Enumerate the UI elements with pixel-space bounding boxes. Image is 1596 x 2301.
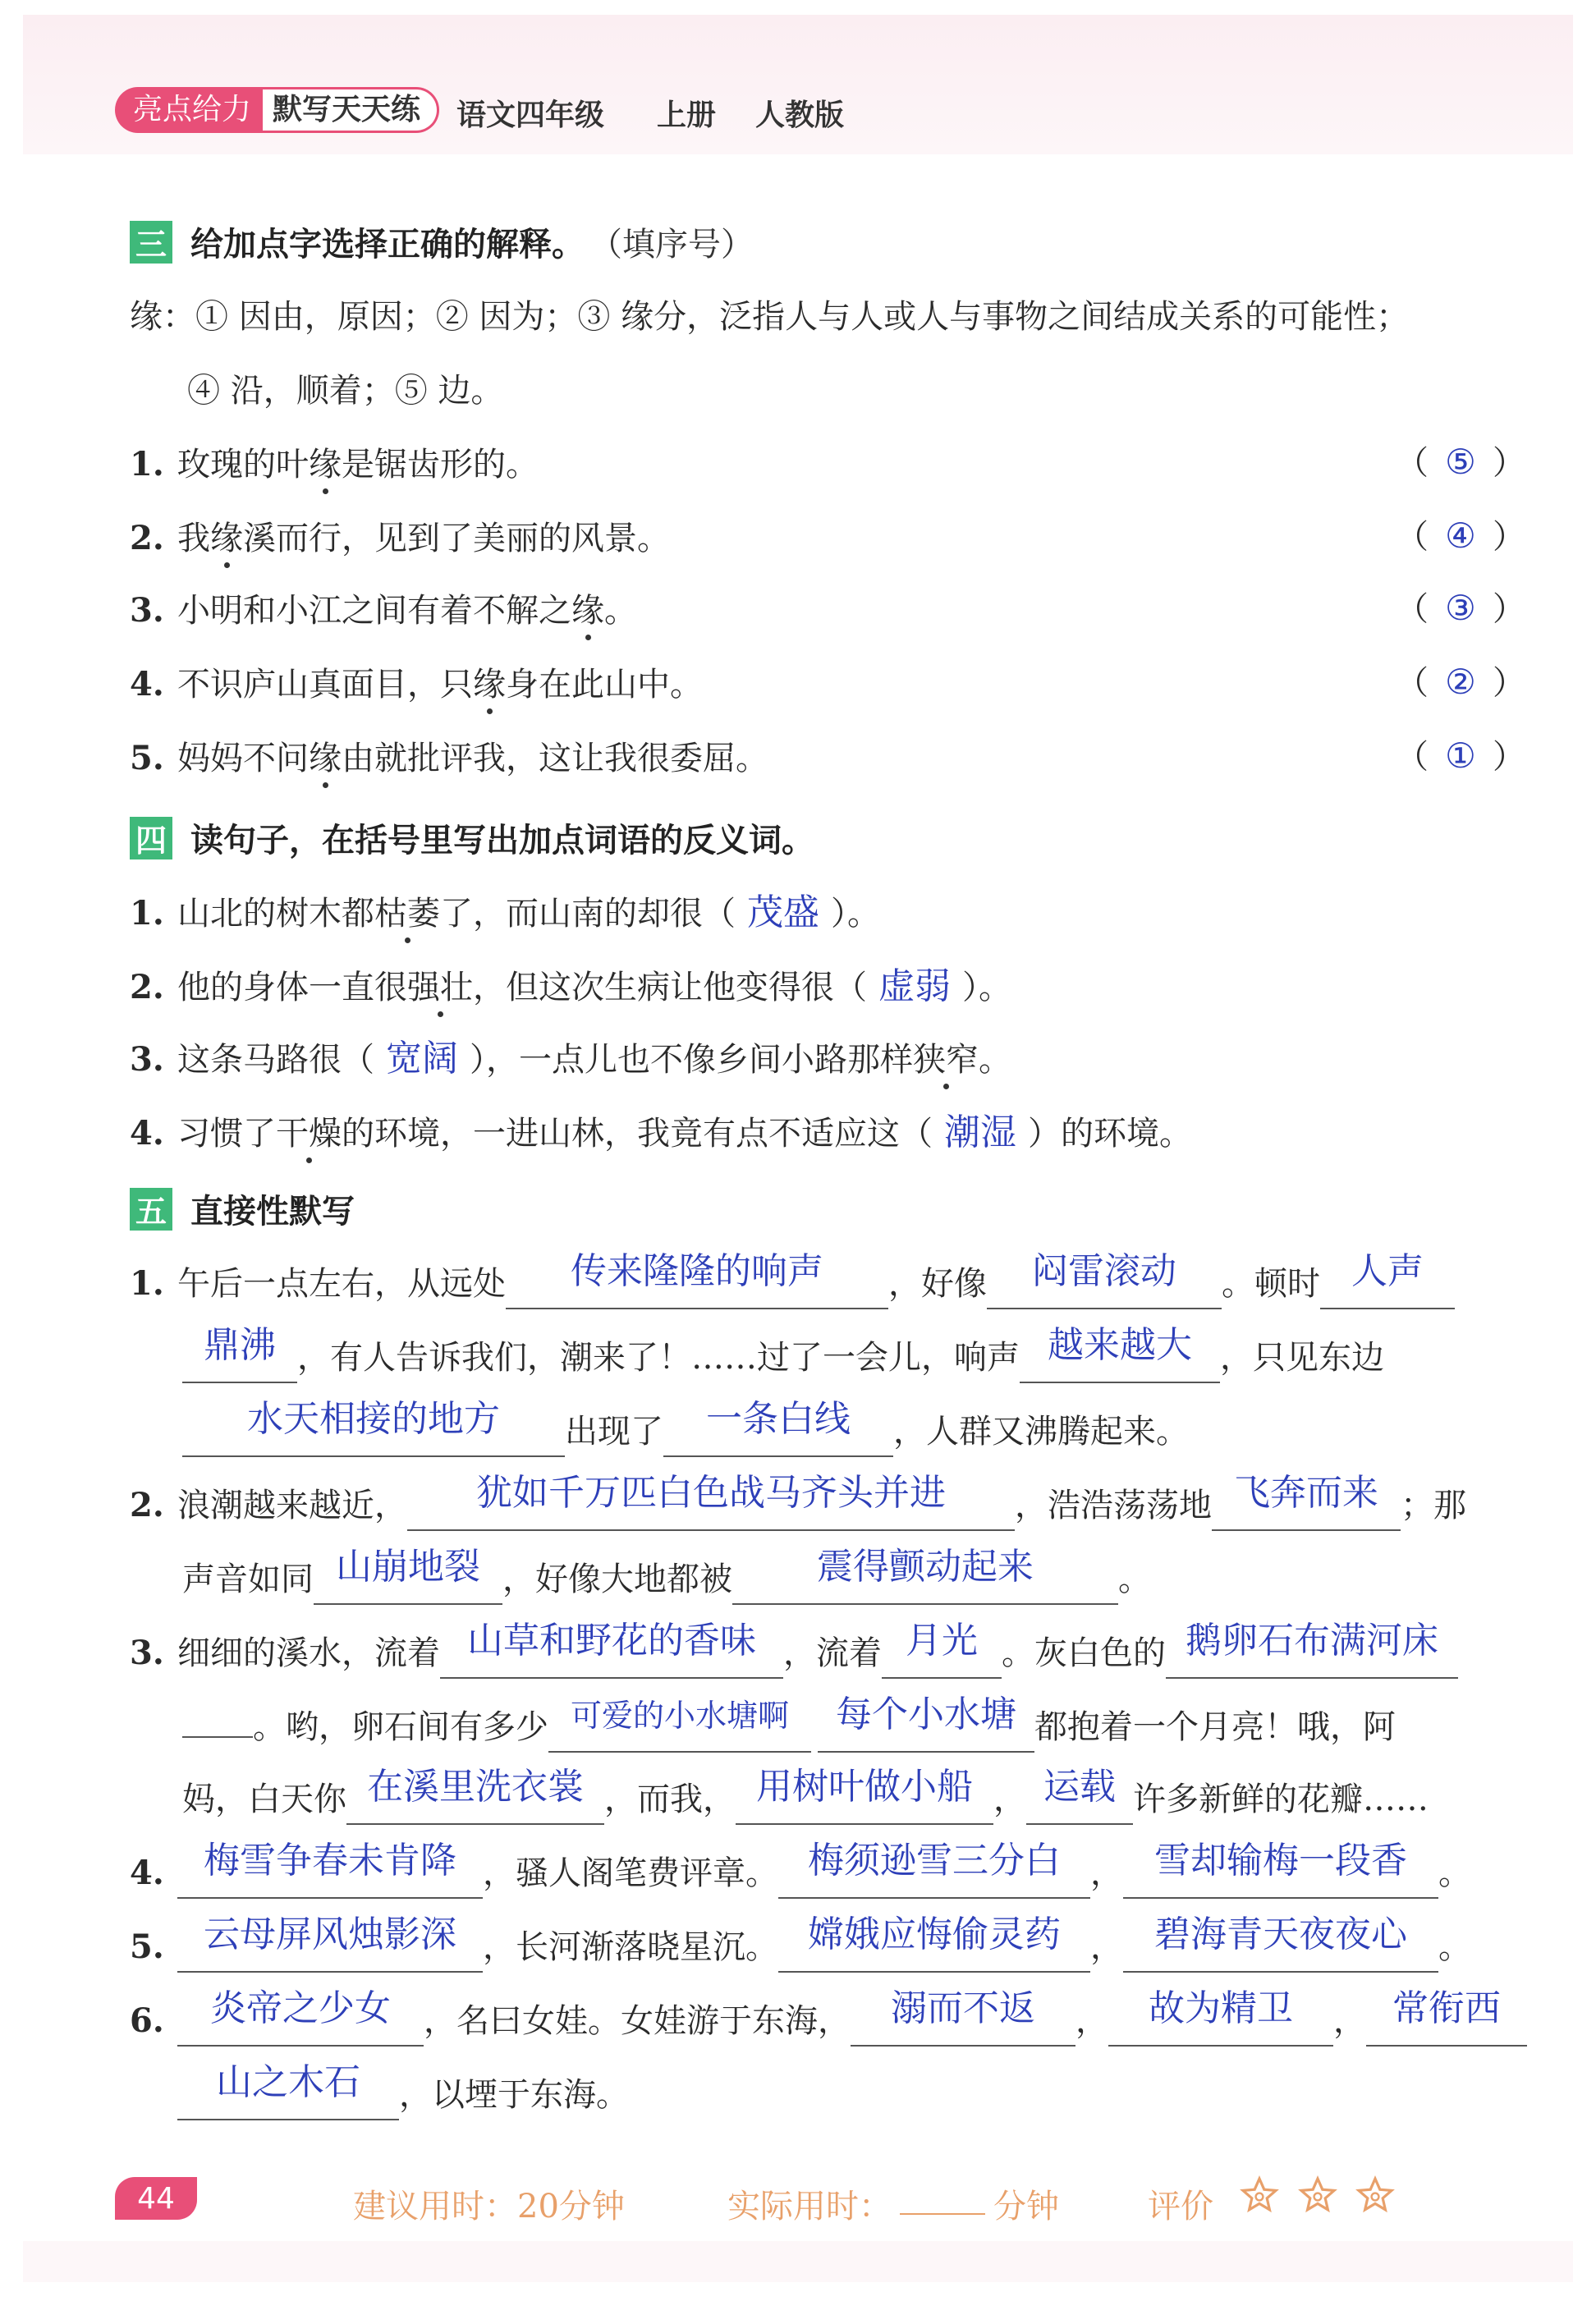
- edition: 人教版: [755, 99, 845, 132]
- item-text: ，: [1333, 2002, 1366, 2040]
- handwritten-answer: 运载: [1043, 1766, 1116, 1808]
- question-item: [130, 660, 703, 709]
- item-number: 4.: [130, 1114, 164, 1153]
- item-number: 2.: [130, 968, 164, 1006]
- handwritten-answer: 月光: [906, 1620, 978, 1662]
- dotted-word: 干燥: [276, 1109, 342, 1158]
- item-number: 6.: [130, 2001, 164, 2040]
- answer-blank: [851, 1987, 1075, 2047]
- handwritten-answer: 山崩地裂: [336, 1546, 480, 1588]
- handwritten-answer: 用树叶做小船: [756, 1766, 973, 1808]
- suggested-time: 建议用时：20分钟: [353, 2188, 625, 2225]
- item-number: 5.: [130, 1927, 164, 1966]
- item-text: ，: [1090, 1928, 1123, 1966]
- volume: 上册: [657, 99, 717, 132]
- answer-blank: [506, 1250, 888, 1309]
- item-number: 3.: [130, 1040, 164, 1079]
- handwritten-answer: 犹如千万匹白色战马齐头并进: [476, 1472, 946, 1514]
- item-text: 。: [979, 1041, 1011, 1079]
- answer-blank: [182, 1736, 253, 1738]
- rating-stars: [1231, 2174, 1395, 2215]
- item-text: ，只见东边: [1220, 1339, 1384, 1377]
- item-text: 。: [1438, 1928, 1471, 1966]
- handwritten-answer: 常衔西: [1392, 1987, 1501, 2029]
- item-text: ，骚人阁笔费评章。: [483, 1854, 778, 1892]
- star-icon[interactable]: [1240, 2175, 1279, 2215]
- item-text: ）。: [962, 969, 1011, 1006]
- item-text: 妈，白天你: [182, 1781, 346, 1818]
- item-text: 。灰白色的: [1002, 1634, 1166, 1672]
- item-text: 细细的溪水，流着: [177, 1634, 440, 1672]
- item-text: ，流着: [783, 1634, 882, 1672]
- handwritten-answer: 宽阔: [386, 1038, 458, 1079]
- recitation-line: [182, 1766, 1429, 1825]
- recitation-line: [130, 1620, 1458, 1679]
- recitation-line: [182, 1398, 1189, 1457]
- answer-blank: [1166, 1620, 1458, 1679]
- dotted-char: 缘: [571, 586, 604, 635]
- item-text: 。哟，卵石间有多少: [253, 1708, 548, 1746]
- item-text: ，: [993, 1781, 1026, 1818]
- item-text: 。顿时: [1222, 1265, 1320, 1303]
- answer-blank: [818, 1694, 1034, 1753]
- item-text: 不识庐山真面目，只: [177, 666, 473, 704]
- section-title: 给加点字选择正确的解释。: [190, 226, 585, 264]
- item-text: 这条马路很（: [177, 1041, 374, 1079]
- answer-blank: [548, 1698, 811, 1753]
- dotted-word: 强壮: [407, 963, 473, 1012]
- answer-blank: [177, 1914, 483, 1973]
- item-text: ，: [1090, 1854, 1123, 1892]
- dotted-char: 缘: [309, 440, 342, 489]
- answer-blank: [346, 1766, 604, 1825]
- answer-blank: [440, 1620, 783, 1679]
- page-number: 44: [115, 2177, 197, 2220]
- section-5-heading: [130, 1185, 355, 1232]
- item-text: 溪而行，见到了美丽的风景。: [243, 520, 670, 557]
- item-text: ，而我，: [604, 1781, 736, 1818]
- question-item: [130, 440, 539, 489]
- section-badge: 五: [130, 1188, 172, 1231]
- item-text: ，但这次生病让他变得很（: [473, 969, 867, 1006]
- item-text: ，好像大地都被: [502, 1561, 732, 1598]
- item-text: ，好像: [888, 1265, 987, 1303]
- item-text: 山北的树木都: [177, 895, 374, 933]
- item-text: 的环境，一进山林，我竟有点不适应这（: [342, 1115, 933, 1153]
- recitation-line: [177, 2061, 629, 2120]
- answer-blank: [182, 1324, 297, 1383]
- item-text: 身在此山中。: [506, 666, 703, 704]
- item-text: ；那: [1401, 1487, 1466, 1524]
- recitation-line: [182, 1324, 1384, 1383]
- item-text: 小明和小江之间有着不解之: [177, 592, 571, 630]
- subject-grade: 语文四年级: [456, 99, 605, 132]
- question-item: [130, 586, 637, 635]
- handwritten-answer: 震得颤动起来: [817, 1546, 1034, 1588]
- handwritten-answer: 梅须逊雪三分白: [808, 1840, 1061, 1882]
- handwritten-answer: ①: [1445, 736, 1476, 776]
- answer-blank: [407, 1472, 1015, 1531]
- section-badge: 三: [130, 221, 172, 264]
- dotted-char: 缘: [210, 514, 243, 563]
- handwritten-answer: 传来隆隆的响声: [571, 1250, 823, 1292]
- item-text: ，长河渐落晓星沉。: [483, 1928, 778, 1966]
- handwritten-answer: 在溪里洗衣裳: [367, 1766, 584, 1808]
- answer-blank: [177, 1840, 483, 1899]
- answer-paren: （ ① ）: [1396, 731, 1525, 782]
- answer-paren: （ ④ ）: [1396, 511, 1525, 561]
- item-text: 都抱着一个月亮！哦，阿: [1034, 1708, 1396, 1746]
- dotted-word: 枯萎: [374, 889, 440, 938]
- dotted-char: 缘: [473, 660, 506, 709]
- item-text: 浪潮越来越近，: [177, 1487, 407, 1524]
- recitation-line: [130, 1840, 1471, 1899]
- definition-line: ④ 沿，顺着；⑤ 边。: [187, 372, 504, 410]
- actual-time-blank[interactable]: [900, 2180, 985, 2215]
- section-title: 读句子，在括号里写出加点词语的反义词。: [190, 822, 814, 859]
- answer-blank: [1026, 1766, 1133, 1825]
- handwritten-answer: 人声: [1351, 1250, 1424, 1292]
- answer-blank: [736, 1766, 993, 1825]
- item-number: 5.: [130, 739, 164, 777]
- answer-blank: [778, 1914, 1090, 1973]
- section-3-heading: [130, 218, 754, 265]
- item-text: 由就批评我，这让我很委屈。: [342, 740, 768, 777]
- question-item: [130, 734, 768, 783]
- handwritten-answer: 一条白线: [706, 1398, 851, 1440]
- item-text: 他的身体一直很: [177, 969, 407, 1006]
- definition-line: 缘：① 因由，原因；② 因为；③ 缘分，泛指人与人或人与事物之间结成关系的可能性；: [130, 298, 1410, 336]
- item-text: 是锯齿形的。: [342, 446, 539, 484]
- item-text: 了，而山南的却很（: [440, 895, 736, 933]
- item-number: 2.: [130, 519, 164, 557]
- handwritten-answer: 鹅卵石布满河床: [1186, 1620, 1438, 1662]
- handwritten-answer: 溺而不返: [891, 1987, 1035, 2029]
- item-text: 我: [177, 520, 210, 557]
- recitation-line: [130, 1250, 1455, 1309]
- recitation-line: [130, 1472, 1466, 1531]
- recitation-line: [130, 1987, 1527, 2047]
- actual-time-label: 实际用时：: [727, 2188, 892, 2225]
- handwritten-answer: 故为精卫: [1149, 1987, 1293, 2029]
- item-number: 1.: [130, 1264, 164, 1303]
- item-text: 许多新鲜的花瓣……: [1133, 1781, 1429, 1818]
- answer-paren: （ ② ）: [1396, 658, 1525, 708]
- answer-blank: [1108, 1987, 1333, 2047]
- handwritten-answer: ⑤: [1445, 442, 1476, 482]
- question-item: [130, 962, 1011, 1012]
- handwritten-answer: ④: [1445, 516, 1476, 556]
- page-footer: [0, 2167, 1596, 2233]
- handwritten-answer: 云母屏风烛影深: [204, 1914, 456, 1955]
- item-text: ）的环境。: [1028, 1115, 1192, 1153]
- answer-blank: [987, 1250, 1222, 1309]
- brand-name: 亮点给力: [115, 87, 263, 133]
- answer-paren: （ ⑤ ）: [1396, 438, 1525, 488]
- answer-blank: [1123, 1914, 1438, 1973]
- star-icon[interactable]: [1298, 2175, 1337, 2215]
- item-text: ，有人告诉我们，潮来了！……过了一会儿，响声: [297, 1339, 1020, 1377]
- handwritten-answer: ②: [1445, 662, 1476, 702]
- question-item: [130, 888, 880, 938]
- handwritten-answer: 雪却输梅一段香: [1154, 1840, 1407, 1882]
- item-number: 4.: [130, 1854, 164, 1892]
- item-text: ，名曰女娃。女娃游于东海，: [424, 2002, 851, 2040]
- item-text: ）。: [831, 895, 880, 933]
- recitation-line: [182, 1694, 1396, 1753]
- answer-blank: [882, 1620, 1002, 1679]
- recitation-line: [130, 1914, 1471, 1973]
- item-number: 3.: [130, 1634, 164, 1672]
- question-item: [130, 514, 670, 563]
- answer-blank: [1020, 1324, 1220, 1383]
- rating-label: 评价: [1148, 2188, 1213, 2225]
- item-number: 1.: [130, 894, 164, 933]
- answer-blank: [1212, 1472, 1401, 1531]
- brand-logo: [115, 85, 439, 135]
- handwritten-answer: 山之木石: [216, 2061, 360, 2103]
- handwritten-answer: 闷雷滚动: [1032, 1250, 1176, 1292]
- handwritten-answer: 可爱的小水塘啊: [570, 1698, 789, 1734]
- item-text: ，: [1075, 2002, 1108, 2040]
- item-number: 2.: [130, 1486, 164, 1524]
- handwritten-answer: 每个小水塘: [836, 1694, 1016, 1735]
- item-text: 妈妈不问: [177, 740, 309, 777]
- item-text: ），一点儿也不像乡间小路那样: [470, 1041, 913, 1079]
- handwritten-answer: 碧海青天夜夜心: [1154, 1914, 1407, 1955]
- question-item: [130, 1034, 1011, 1084]
- item-text: 出现了: [565, 1413, 663, 1451]
- handwritten-answer: 水天相接的地方: [247, 1398, 500, 1440]
- item-text: 。: [604, 592, 637, 630]
- section-hint: （填序号）: [589, 226, 754, 264]
- handwritten-answer: 越来越大: [1048, 1324, 1192, 1366]
- handwritten-answer: 飞奔而来: [1234, 1472, 1378, 1514]
- handwritten-answer: 炎帝之少女: [210, 1987, 391, 2029]
- handwritten-answer: 虚弱: [878, 965, 951, 1007]
- item-number: 4.: [130, 665, 164, 704]
- item-text: ，浩浩荡荡地: [1015, 1487, 1212, 1524]
- handwritten-answer: 茂盛: [747, 892, 819, 933]
- answer-blank: [778, 1840, 1090, 1899]
- answer-blank: [1123, 1840, 1438, 1899]
- item-text: ，人群又沸腾起来。: [893, 1413, 1189, 1451]
- answer-blank: [1366, 1987, 1527, 2047]
- item-text: 午后一点左右，从远处: [177, 1265, 506, 1303]
- handwritten-answer: 嫦娥应悔偷灵药: [808, 1914, 1061, 1955]
- bottom-band: [23, 2241, 1573, 2282]
- answer-blank: [732, 1546, 1118, 1605]
- section-badge: 四: [130, 817, 172, 859]
- answer-blank: [177, 1987, 424, 2047]
- time-unit: 分钟: [993, 2188, 1059, 2225]
- dotted-char: 缘: [309, 734, 342, 783]
- series-name: 默写天天练: [263, 87, 439, 133]
- item-number: 3.: [130, 591, 164, 630]
- handwritten-answer: ③: [1445, 588, 1476, 628]
- handwritten-answer: 山草和野花的香味: [467, 1620, 756, 1662]
- dotted-word: 狭窄: [913, 1035, 979, 1084]
- answer-paren: （ ③ ）: [1396, 584, 1525, 634]
- answer-blank: [663, 1398, 893, 1457]
- item-text: 声音如同: [182, 1561, 314, 1598]
- item-text: 。: [1118, 1561, 1151, 1598]
- handwritten-answer: 梅雪争春未肯降: [204, 1840, 456, 1882]
- section-title: 直接性默写: [190, 1193, 355, 1231]
- handwritten-answer: 潮湿: [944, 1112, 1016, 1153]
- item-text: 玫瑰的叶: [177, 446, 309, 484]
- question-item: [130, 1108, 1192, 1158]
- handwritten-answer: 鼎沸: [204, 1324, 276, 1366]
- answer-blank: [182, 1398, 565, 1457]
- section-4-heading: [130, 814, 814, 861]
- star-icon[interactable]: [1355, 2175, 1395, 2215]
- item-text: 。: [1438, 1854, 1471, 1892]
- item-number: 1.: [130, 445, 164, 484]
- recitation-line: [182, 1546, 1151, 1605]
- answer-blank: [177, 2061, 399, 2120]
- answer-blank: [314, 1546, 502, 1605]
- answer-blank: [1320, 1250, 1455, 1309]
- item-text: ，以堙于东海。: [399, 2076, 629, 2114]
- item-text: 习惯了: [177, 1115, 276, 1153]
